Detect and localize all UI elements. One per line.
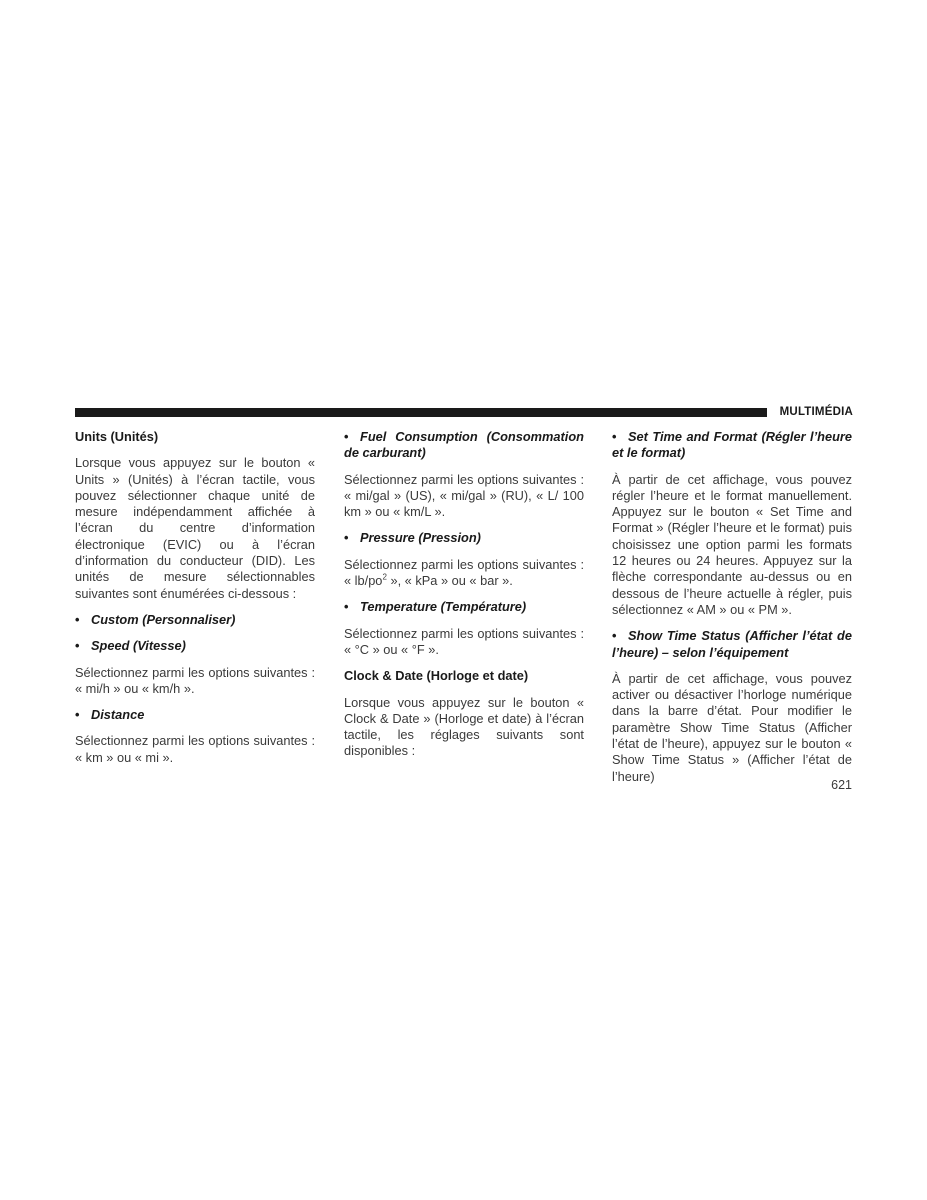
distance-text: Sélectionnez parmi les options suivantes : « km » ou « mi ». [75,733,315,765]
pressure-text [344,557,584,590]
bullet-custom [75,612,315,628]
units-intro: Lorsque vous appuyez sur le bouton « Units » (Unités) à l’écran tactile, vous pouvez sélectionner chaque unité de mesure indépendamment affichée à l’écran du centre d’information électronique (EVIC) ou à l’écran d’information du conducteur (DID). Les unités de mesure sélectionnables suivantes sont énumérées ci-dessous : [75,455,315,601]
column-1 [75,429,315,776]
bullet-dot: • [75,707,80,723]
bullet-set-time [612,429,852,462]
column-2 [344,429,584,770]
show-time-label: Show Time Status (Afficher l’état de l’heure) – selon l’équipement [612,628,852,660]
bullet-fuel [344,429,584,462]
bullet-dot: • [612,628,617,644]
speed-text: Sélectionnez parmi les options suivantes : « mi/h » ou « km/h ». [75,664,315,696]
bullet-dot: • [75,638,80,654]
bullet-distance [75,707,315,723]
set-time-label: Set Time and Format (Régler l’heure et le format) [612,429,852,461]
pressure-text-b: », « kPa » ou « bar ». [386,573,513,589]
bullet-temperature [344,599,584,615]
pressure-label: Pressure (Pression) [360,530,481,546]
column-3 [612,429,852,795]
bullet-dot: • [75,611,80,627]
bullet-dot: • [344,599,349,615]
section-title: MULTIMÉDIA [779,406,853,418]
page-number: 621 [831,778,852,792]
clock-heading: Clock & Date (Horloge et date) [344,668,529,684]
speed-label: Speed (Vitesse) [91,638,186,654]
bullet-dot: • [344,530,349,546]
custom-label: Custom (Personnaliser) [91,611,236,627]
bullet-dot: • [344,429,349,444]
pressure-sup: 2 [382,572,387,582]
distance-label: Distance [91,707,145,723]
pressure-text-a: Sélectionnez parmi les options suivantes : « lb/po [344,556,584,589]
bullet-pressure [344,530,584,546]
header-rule [75,408,767,417]
fuel-text: Sélectionnez parmi les options suivantes : « mi/gal » (US), « mi/gal » (RU), « L/ 100 km » ou « km/L ». [344,471,584,520]
fuel-label: Fuel Consumption (Consommation de carburant) [344,429,584,461]
clock-text: Lorsque vous appuyez sur le bouton « Clock & Date » (Horloge et date) à l’écran tactile, les réglages suivants sont disponibles : [344,694,584,759]
temperature-text: Sélectionnez parmi les options suivantes : « °C » ou « °F ». [344,625,584,657]
temperature-label: Temperature (Température) [360,599,527,615]
show-time-text: À partir de cet affichage, vous pouvez activer ou désactiver l’horloge numérique dans la barre d’état. Pour modifier le paramètre Show Time Status (Afficher l’état de l’heure), appuyez sur le bouton « Show Time Status » (Afficher l’état de l’heure) [612,670,852,784]
bullet-speed [75,638,315,654]
set-time-text: À partir de cet affichage, vous pouvez régler l’heure et le format manuellement. Appuyez sur le bouton « Set Time and Format » (Régler l’heure et le format) puis choisissez une option parmi les formats 12 heures ou 24 heures. Appuyez sur la flèche correspondante au-dessus ou en dessous de l’heure actuelle à régler, puis sélectionnez « AM » ou « PM ». [612,471,852,617]
bullet-show-time [612,628,852,661]
bullet-dot: • [612,429,617,444]
units-heading: Units (Unités) [75,429,159,444]
